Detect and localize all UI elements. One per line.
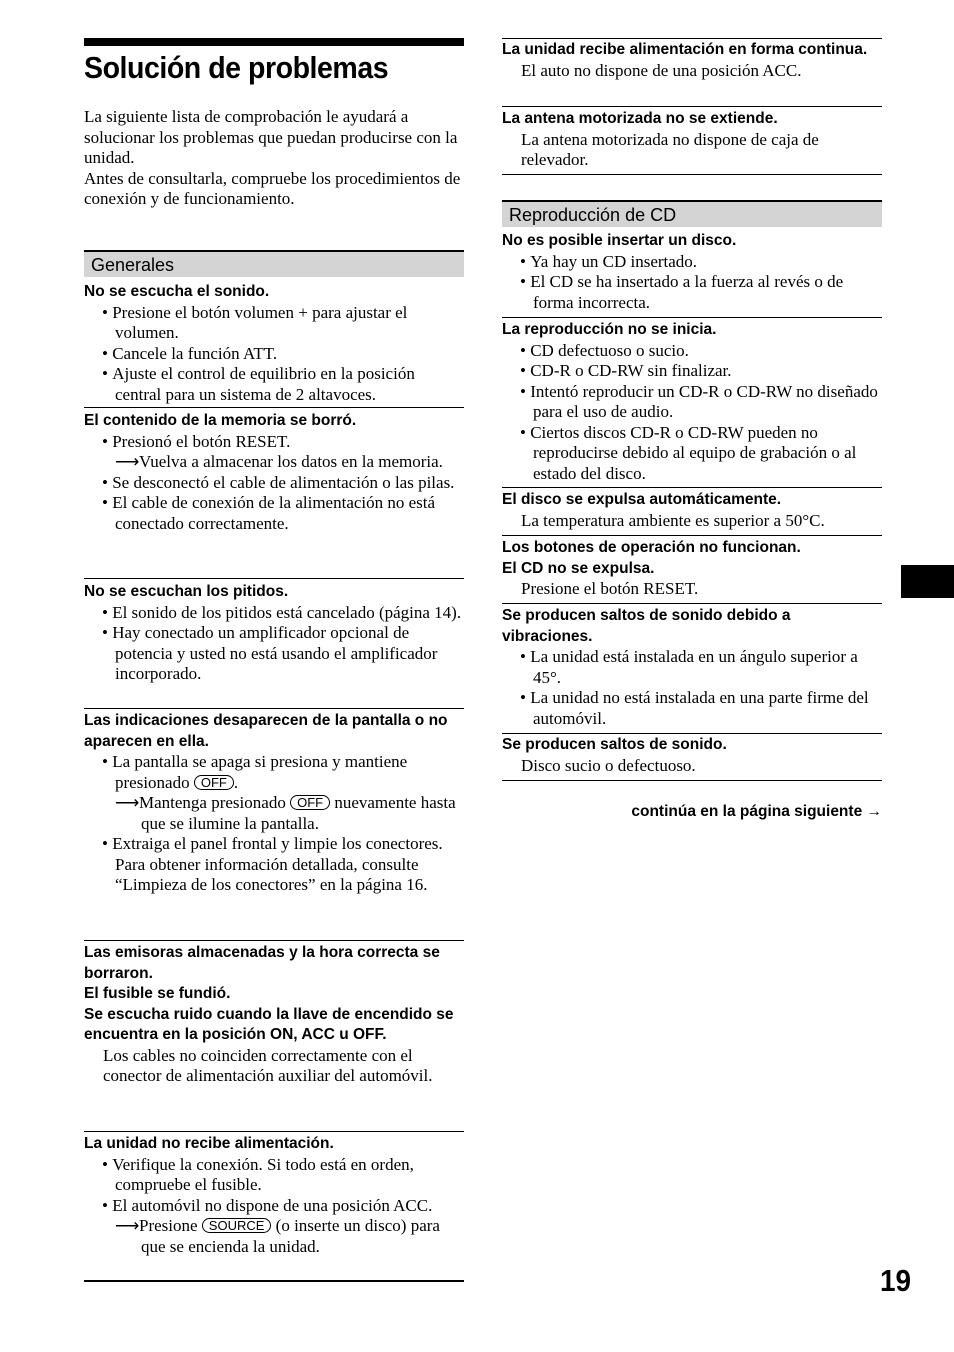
solution-bullet: • Cancele la función ATT. xyxy=(102,343,278,363)
problem-title: La unidad no recibe alimentación. xyxy=(84,1135,334,1152)
problem-title: El disco se expulsa automáticamente. xyxy=(502,491,782,508)
divider xyxy=(502,317,882,318)
troubleshoot-item xyxy=(502,109,882,171)
problem-title: La unidad recibe alimentación en forma continua. xyxy=(502,41,868,58)
troubleshoot-item xyxy=(84,943,464,1087)
solution-bullet: • Ciertos discos CD-R o CD-RW pueden no reproducirse debido al equipo de grabación o al estado del disco. xyxy=(520,422,857,483)
divider xyxy=(84,1131,464,1132)
solution-bullet: • CD-R o CD-RW sin finalizar. xyxy=(520,361,732,380)
problem-title: El contenido de la memoria se borró. xyxy=(84,412,357,429)
problem-title: El CD no se expulsa. xyxy=(502,559,655,577)
section-heading-generales: Generales xyxy=(84,250,464,277)
arrow-right-icon: ⟶ xyxy=(115,452,140,471)
solution-bullet: • Ajuste el control de equilibrio en la posición central para un sistema de 2 altavoces. xyxy=(102,364,415,404)
divider xyxy=(84,708,464,709)
page-title: Solución de problemas xyxy=(84,50,389,85)
intro-paragraph: La siguiente lista de comprobación le ayudará a solucionar los problemas que puedan producirse con la unidad. xyxy=(84,107,458,167)
troubleshoot-item xyxy=(502,320,882,484)
arrow-right-icon: ⟶ xyxy=(115,793,140,812)
problem-title: Los botones de operación no funcionan. xyxy=(502,539,801,556)
problem-title: Se producen saltos de sonido. xyxy=(502,736,727,753)
divider xyxy=(502,733,882,734)
solution-bullet: • La pantalla se apaga si presiona y mantiene presionado OFF . xyxy=(102,752,408,792)
page-number: 19 xyxy=(880,1263,912,1298)
troubleshoot-item xyxy=(502,40,882,81)
troubleshoot-item xyxy=(502,606,882,729)
off-button-label: OFF xyxy=(194,775,234,790)
problem-title: No se escucha el sonido. xyxy=(84,283,270,300)
arrow-right-icon: ⟶ xyxy=(115,1216,140,1235)
problem-title: El fusible se fundió. xyxy=(84,985,231,1002)
continue-label: continúa en la página siguiente → xyxy=(631,803,882,820)
source-button-label: SOURCE xyxy=(202,1218,272,1233)
solution-bullet: • Intentó reproducir un CD-R o CD-RW no diseñado para el uso de audio. xyxy=(520,381,878,421)
solution-text: Disco sucio o defectuoso. xyxy=(521,755,696,775)
troubleshoot-item xyxy=(502,538,882,600)
section-heading-cd: Reproducción de CD xyxy=(502,200,882,227)
solution-bullet: • Presione el botón volumen + para ajustar el volumen. xyxy=(102,302,408,342)
divider xyxy=(502,603,882,604)
troubleshoot-item xyxy=(84,711,464,896)
divider xyxy=(502,106,882,107)
intro-paragraph: Antes de consultarla, compruebe los procedimientos de conexión y de funcionamiento. xyxy=(84,168,461,208)
problem-title: Las indicaciones desaparecen de la pantalla o no aparecen en ella. xyxy=(84,712,448,750)
solution-bullet: • CD defectuoso o sucio. xyxy=(520,340,689,360)
troubleshoot-item xyxy=(502,490,882,531)
divider xyxy=(84,940,464,941)
divider xyxy=(502,535,882,536)
troubleshoot-item xyxy=(84,582,464,685)
solution-bullet: • La unidad no está instalada en una parte firme del automóvil. xyxy=(520,688,869,728)
solution-text: Los cables no coinciden correctamente con el conector de alimentación auxiliar del automóvil. xyxy=(103,1045,433,1085)
solution-text: El auto no dispone de una posición ACC. xyxy=(521,60,802,80)
problem-title: La reproducción no se inicia. xyxy=(502,321,717,338)
solution-bullet: • Presionó el botón RESET. xyxy=(102,431,291,451)
problem-title: Se escucha ruido cuando la llave de encendido se encuentra en la posición ON, ACC u OFF. xyxy=(84,1005,454,1043)
solution-subitem: ⟶Presione SOURCE (o inserte un disco) para que se encienda la unidad. xyxy=(115,1216,440,1256)
solution-subitem: ⟶Mantenga presionado OFF nuevamente hasta que se ilumine la pantalla. xyxy=(115,793,456,833)
troubleshoot-item xyxy=(502,735,882,776)
divider xyxy=(502,487,882,488)
solution-subitem: ⟶Vuelva a almacenar los datos en la memoria. xyxy=(115,452,443,471)
solution-bullet: • Ya hay un CD insertado. xyxy=(520,251,698,271)
solution-bullet: • Se desconectó el cable de alimentación o las pilas. xyxy=(102,472,455,492)
solution-bullet: • Hay conectado un amplificador opcional de potencia y usted no está usando el amplificador incorporado. xyxy=(102,623,438,683)
problem-title: Se producen saltos de sonido debido a vibraciones. xyxy=(502,607,791,645)
problem-title: Las emisoras almacenadas y la hora correcta se borraron. xyxy=(84,944,440,982)
problem-title: No es posible insertar un disco. xyxy=(502,232,737,249)
divider xyxy=(502,174,882,175)
solution-bullet: • La unidad está instalada en un ángulo superior a 45°. xyxy=(520,647,858,687)
troubleshoot-item xyxy=(502,231,882,313)
intro xyxy=(84,107,464,210)
solution-bullet: • Verifique la conexión. Si todo está en orden, compruebe el fusible. xyxy=(102,1154,414,1194)
solution-text: La temperatura ambiente es superior a 50°C. xyxy=(521,510,825,530)
divider xyxy=(84,1280,464,1282)
divider xyxy=(502,38,882,39)
solution-bullet: • El automóvil no dispone de una posición ACC. xyxy=(102,1195,433,1215)
title-rule xyxy=(84,38,464,46)
troubleshoot-item xyxy=(84,1134,464,1257)
problem-title: La antena motorizada no se extiende. xyxy=(502,110,778,127)
solution-bullet: • Extraiga el panel frontal y limpie los conectores. Para obtener información detallada, consulte “Limpieza de los conectores” en la página 16. xyxy=(102,834,443,894)
divider xyxy=(84,407,464,408)
troubleshoot-item xyxy=(84,282,464,405)
off-button-label: OFF xyxy=(290,795,330,810)
solution-text: La antena motorizada no dispone de caja de relevador. xyxy=(521,129,819,169)
solution-bullet: • El cable de conexión de la alimentación no está conectado correctamente. xyxy=(102,493,436,533)
divider xyxy=(84,578,464,579)
divider xyxy=(502,780,882,781)
section-tab-marker xyxy=(901,565,954,598)
solution-bullet: • El CD se ha insertado a la fuerza al revés o de forma incorrecta. xyxy=(520,272,844,312)
troubleshoot-item xyxy=(84,411,464,534)
solution-text: Presione el botón RESET. xyxy=(521,579,699,598)
problem-title: No se escuchan los pitidos. xyxy=(84,583,289,600)
solution-bullet: • El sonido de los pitidos está cancelado (página 14). xyxy=(102,602,462,622)
